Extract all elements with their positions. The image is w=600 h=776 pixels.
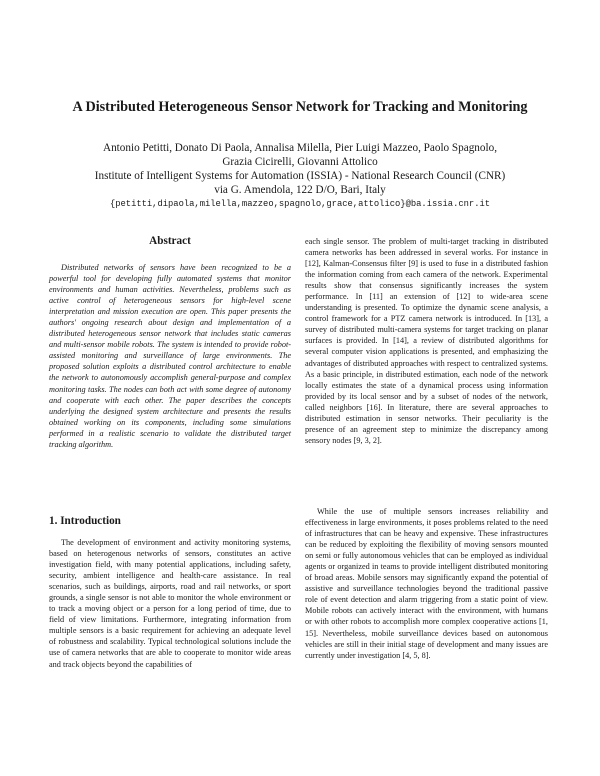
- introduction-heading: 1. Introduction: [49, 515, 121, 527]
- right-paragraph-2: While the use of multiple sensors increases reliability and effectiveness in large environments, it poses problems related to the need of infrastructures that can be heavy and expensive. These infrastructures can be reduced by exploiting the flexibility of moving sensors mounted on semi or fully autonomous vehicles that can be employed as individual agents or organized in teams to provide intelligent distributed monitoring of broad areas. Mobile sensors may significantly expand the potential of assistive and surveillance technologies beyond the traditional passive role of event detection and alarm triggering from a static point of view. Mobile robots can actively interact with the environment, with humans or with other robots to accomplish more complex cooperative actions [1, 15]. Nevertheless, mobile surveillance devices based on autonomous vehicles are still in their initial stage of development and many issues are currently under investigation [4, 5, 8].: [305, 507, 548, 660]
- introduction-paragraph: The development of environment and activity monitoring systems, based on heterogenous networks of sensors, constitutes an active investigation field, with many potential applications, including safety, security, ambient intelligence and health-care assistance. In real scenarios, such as buildings, airports, road and rail networks, or sport grounds, a single sensor is not able to monitor the whole environment or to track a moving object or a person for a long period of time, due to field of view limitations. Furthermore, integrating information from multiple sensors is a basic requirement for achieving an adequate level of robustness and scalability. Typical technological solutions include the use of camera networks that are able to cooperate to monitor wide areas and track objects beyond the capabilities of: [49, 538, 291, 669]
- affiliation-line-2: via G. Amendola, 122 D/O, Bari, Italy: [214, 184, 386, 196]
- abstract-text: Distributed networks of sensors have been recognized to be a powerful tool for developing fully automated systems that monitor environments and human activities. Nevertheless, problems such as active control of heterogeneous sensors for high-level scene interpretation and mission execution are open. This paper presents the authors' ongoing research about design and implementation of a distributed heterogeneous sensor network that includes static cameras and multi-sensor mobile robots. The system is intended to provide robot-assisted monitoring and surveillance of large environments. The proposed solution exploits a distributed control architecture to enable the network to autonomously accomplish general-purpose and complex monitoring tasks. The nodes can both act with some degree of autonomy and cooperate with each other. The paper describes the concepts underlying the designed system architecture and presents the results obtained working on its components, including some simulations performed in a realistic scenario to validate the distributed target tracking algorithm.: [49, 263, 291, 449]
- affiliation-line-1: Institute of Intelligent Systems for Automation (ISSIA) - National Research Council (CNR): [94, 170, 506, 182]
- paper-title: A Distributed Heterogeneous Sensor Network for Tracking and Monitoring: [72, 99, 528, 115]
- authors-line-1: Antonio Petitti, Donato Di Paola, Annalisa Milella, Pier Luigi Mazzeo, Paolo Spagnolo,: [103, 142, 497, 154]
- author-emails: {petitti,dipaola,milella,mazzeo,spagnolo,grace,attolico}@ba.issia.cnr.it: [109, 199, 491, 209]
- right-paragraph-1: each single sensor. The problem of multi-target tracking in distributed camera networks has been addressed in several works. For instance in [12], Kalman-Consensus filter [9] is used to fuse in a distributed fashion the information coming from each camera of the network. Experimental results show that consensus significantly increases the system performance. In [11] an extension of [12] to wide-area scene understanding is presented. To optimize the dynamic scene analysis, a control framework for a PTZ camera network is introduced. In [13], a survey of distributed multi-camera systems for target tracking on planar surfaces is provided. In [14], a review of distributed algorithms for several computer vision applications is presented, and emphasizing the advantages of distributed approaches with respect to centralized systems. As a basic principle, in distributed estimation, each node of the network locally estimates the state of a dynamical process using information provided by its local sensor and by a subset of nodes of the network, called neighbors [16]. In literature, there are several approaches to distributed estimation in sensor networks. Their peculiarity is the presence of an agreement step to minimize the discrepancy among sensory nodes [9, 3, 2].: [305, 237, 548, 445]
- abstract-heading: Abstract: [149, 235, 191, 247]
- authors-line-2: Grazia Cicirelli, Giovanni Attolico: [222, 156, 378, 168]
